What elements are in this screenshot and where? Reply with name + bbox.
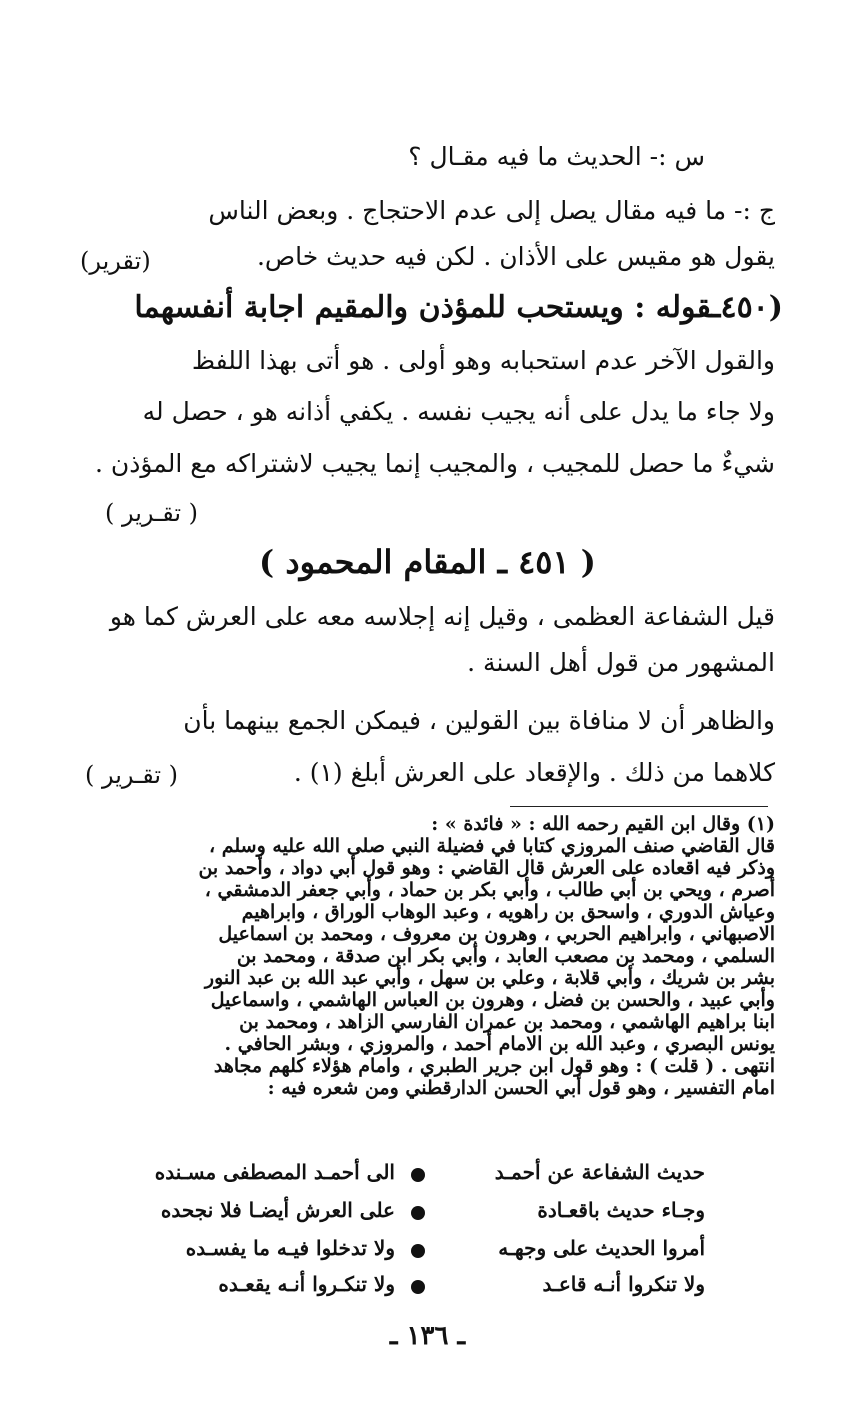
verse-separator-dot-icon: [411, 1206, 425, 1220]
footnote-line: يونس البصري ، وعبد الله بن الامام أحمد ، والمروزي ، وبشر الحافي .: [224, 1033, 775, 1055]
answer-tag: (تقرير): [80, 247, 151, 275]
answer-line-1: ج :- ما فيه مقال يصل إلى عدم الاحتجاج . وبعض الناس: [208, 196, 775, 225]
footnote-line: ابنا براهيم الهاشمي ، ومحمد بن عمران الفارسي الزاهد ، ومحمد بن: [239, 1011, 775, 1033]
footnote-line: أصرم ، ويحي بن أبي طالب ، وأبي بكر بن حماد ، وأبي جعفر الدمشقي ،: [204, 879, 775, 901]
footnote-line: السلمي ، ومحمد بن مصعب العابد ، وأبي بكر ابن صدقة ، ومحمد بن: [236, 945, 775, 967]
verse-separator-dot-icon: [411, 1168, 425, 1182]
footnote-line: امام التفسير ، وهو قول أبي الحسن الدارقطني ومن شعره فيه :: [267, 1077, 775, 1099]
footnote-line: وذكر فيه اقعاده على العرش قال القاضي : وهو قول أبي دواد ، وأحمد بن: [198, 857, 775, 879]
verse-second-hemistich: ولا تنكـروا أنـه يقعـده: [218, 1272, 395, 1296]
verse-first-hemistich: أمروا الحديث على وجهـه: [498, 1236, 705, 1260]
verse-first-hemistich: حديث الشفاعة عن أحمـد: [494, 1160, 705, 1184]
poem-verse: [135, 1198, 705, 1228]
section-450-tag: ( تقـرير ): [105, 499, 198, 527]
footnote-line: (١) وقال ابن القيم رحمه الله : « فائدة » :: [431, 813, 775, 835]
poem-verse: [135, 1160, 705, 1190]
section-451-tag: ( تقـرير ): [85, 761, 178, 789]
section-451-line-2: المشهور من قول أهل السنة .: [467, 648, 775, 677]
section-450-line-2: ولا جاء ما يدل على أنه يجيب نفسه . يكفي أذانه هو ، حصل له: [142, 397, 775, 426]
section-451-line-3: والظاهر أن لا منافاة بين القولين ، فيمكن الجمع بينهما بأن: [183, 706, 775, 735]
verse-second-hemistich: الى أحمـد المصطفى مسـنده: [154, 1160, 395, 1184]
footnote-line: انتهى . ( قلت ) : وهو قول ابن جرير الطبري ، وامام هؤلاء كلهم مجاهد: [213, 1055, 775, 1077]
section-450-line-1: والقول الآخر عدم استحبابه وهو أولى . هو أتى بهذا اللفظ: [191, 346, 775, 375]
verse-first-hemistich: ولا تنكروا أنـه قاعـد: [542, 1272, 705, 1296]
answer-line-2: يقول هو مقيس على الأذان . لكن فيه حديث خاص.: [256, 242, 775, 271]
section-451-heading: ( ٤٥١ ـ المقام المحمود ): [259, 543, 596, 581]
section-450-line-3: شيءٌ ما حصل للمجيب ، والمجيب إنما يجيب لاشتراكه مع المؤذن .: [94, 449, 775, 478]
footnote-line: قال القاضي صنف المروزي كتابا في فضيلة النبي صلى الله عليه وسلم ،: [208, 835, 775, 857]
footnote-divider: [510, 806, 768, 807]
verse-first-hemistich: وجـاء حديث باقعـادة: [537, 1198, 705, 1222]
footnote-line: وأبي عبيد ، والحسن بن فضل ، وهرون بن العباس الهاشمي ، واسماعيل: [210, 989, 775, 1011]
poem-verse: [135, 1236, 705, 1266]
section-450-heading: (٤٥٠ـقوله : ويستحب للمؤذن والمقيم اجابة أنفسهما: [134, 290, 783, 325]
page-number: ـ ١٣٦ ـ: [389, 1321, 466, 1351]
section-451-line-4: كلاهما من ذلك . والإقعاد على العرش أبلغ (١) .: [293, 758, 775, 787]
verse-second-hemistich: ولا تدخلوا فيـه ما يفسـده: [185, 1236, 395, 1260]
verse-separator-dot-icon: [411, 1280, 425, 1294]
section-451-line-1: قيل الشفاعة العظمى ، وقيل إنه إجلاسه معه على العرش كما هو: [109, 602, 775, 631]
footnote-line: وعياش الدوري ، واسحق بن راهويه ، وعبد الوهاب الوراق ، وابراهيم: [241, 901, 775, 923]
question-line: س :- الحديث ما فيه مقـال ؟: [408, 142, 705, 171]
footnote-line: الاصبهاني ، وابراهيم الحربي ، وهرون بن معروف ، ومحمد بن اسماعيل: [218, 923, 775, 945]
poem-verse: [135, 1272, 705, 1302]
verse-second-hemistich: على العرش أيضـا فلا نجحده: [160, 1198, 395, 1222]
verse-separator-dot-icon: [411, 1244, 425, 1258]
footnote-line: بشر بن شريك ، وأبي قلابة ، وعلي بن سهل ، وأبي عبد الله بن عبد النور: [204, 967, 775, 989]
